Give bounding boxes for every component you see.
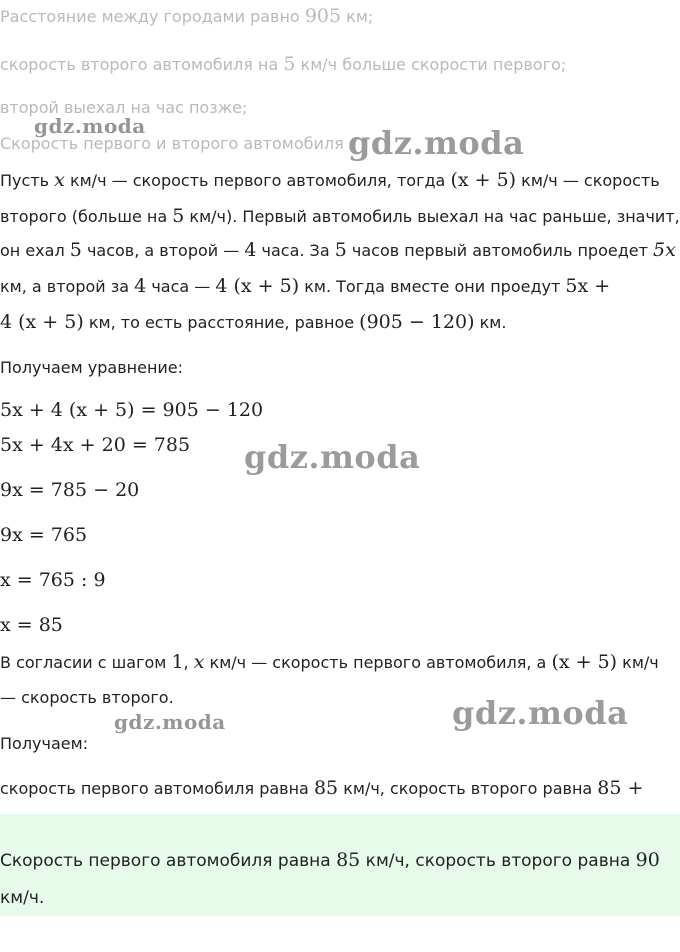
math: 4 (x + 5) <box>0 311 84 333</box>
math: 85 <box>336 849 361 871</box>
text: км. Тогда вместе они проедут <box>299 277 566 296</box>
result-intro: Получаем: <box>0 734 89 753</box>
text: км, то есть расстояние, равное <box>83 313 360 332</box>
text: скорость первого автомобиля равна <box>0 779 314 798</box>
text: часа — <box>146 277 216 296</box>
math: 85 + <box>597 777 644 799</box>
text: второй выехал на час позже; <box>0 98 248 117</box>
math: 90 <box>635 849 660 871</box>
solution-line-4 <box>0 276 610 297</box>
text: км/ч больше скорости первого; <box>295 55 567 74</box>
math: 1 <box>171 651 184 673</box>
text: скорость второго автомобиля на <box>0 55 284 74</box>
text: часов первый автомобиль проедет <box>346 241 654 260</box>
text: Расстояние между городами равно <box>0 7 305 26</box>
text: км/ч — скорость первого автомобиля, а <box>204 653 552 672</box>
text: — скорость второго. <box>0 688 174 707</box>
math: 4 (x + 5) <box>215 275 300 297</box>
watermark-logo: gdz.moda <box>114 710 226 734</box>
text: км/ч — скорость <box>516 171 660 190</box>
text: км/ч — скорость первого автомобиля, тогда <box>64 171 451 190</box>
conclusion-line-2 <box>0 688 174 708</box>
answer-line-1 <box>0 850 660 871</box>
equation-2: 5x + 4x + 20 = 785 <box>0 434 191 456</box>
math: (905 − 120) <box>359 311 475 333</box>
answer-line-2 <box>0 888 44 908</box>
text: км/ч). Первый автомобиль выехал на час раньше, значит, <box>184 207 680 226</box>
text: км/ч, скорость второго равна <box>360 851 636 871</box>
math: 5x <box>653 239 676 261</box>
math: 905 <box>304 5 342 27</box>
math: 5 <box>172 205 185 227</box>
text: В согласии с шагом <box>0 653 172 672</box>
math: 5x + <box>565 275 611 297</box>
math: x <box>54 169 65 191</box>
math: 5 <box>283 53 296 75</box>
text: км/ч. <box>0 888 45 908</box>
solution-line-3 <box>0 240 676 261</box>
text: он ехал <box>0 241 70 260</box>
answer-box <box>0 814 680 916</box>
math: 5 <box>334 239 347 261</box>
equation-intro: Получаем уравнение: <box>0 358 184 377</box>
watermark-logo: gdz.moda <box>34 114 146 138</box>
math: 5 <box>69 239 82 261</box>
equation-6: x = 85 <box>0 614 63 636</box>
equation-5: x = 765 : 9 <box>0 569 106 591</box>
intro-line-1 <box>0 6 373 27</box>
text: км/ч, скорость второго равна <box>338 779 598 798</box>
conclusion-line-1 <box>0 652 659 673</box>
equation-1: 5x + 4 (x + 5) = 905 − 120 <box>0 399 264 421</box>
text: км; <box>341 7 374 26</box>
text: Скорость первого и второго автомобиля <box>0 134 344 153</box>
equation-3: 9x = 785 − 20 <box>0 479 140 501</box>
solution-line-2 <box>0 206 680 227</box>
watermark-logo: gdz.moda <box>244 438 421 476</box>
text: км, а второй за <box>0 277 135 296</box>
math: (x + 5) <box>450 169 517 191</box>
intro-line-2 <box>0 54 566 75</box>
math: x <box>193 651 205 673</box>
text: часа. За <box>256 241 335 260</box>
text: Скорость первого автомобиля равна <box>0 851 337 871</box>
text: второго (больше на <box>0 207 173 226</box>
solution-line-5 <box>0 312 506 333</box>
text: км/ч <box>617 653 659 672</box>
equation-4: 9x = 765 <box>0 524 88 546</box>
result-line-1 <box>0 778 643 799</box>
text: , <box>183 653 194 672</box>
solution-line-1 <box>0 170 660 191</box>
math: 4 <box>134 275 147 297</box>
text: км. <box>474 313 507 332</box>
math: 85 <box>313 777 339 799</box>
watermark-logo: gdz.moda <box>452 694 629 732</box>
math: 4 <box>244 239 257 261</box>
text: Пусть <box>0 171 55 190</box>
text: часов, а второй — <box>81 241 245 260</box>
watermark-logo: gdz.moda <box>348 124 525 162</box>
math: (x + 5) <box>551 651 618 673</box>
